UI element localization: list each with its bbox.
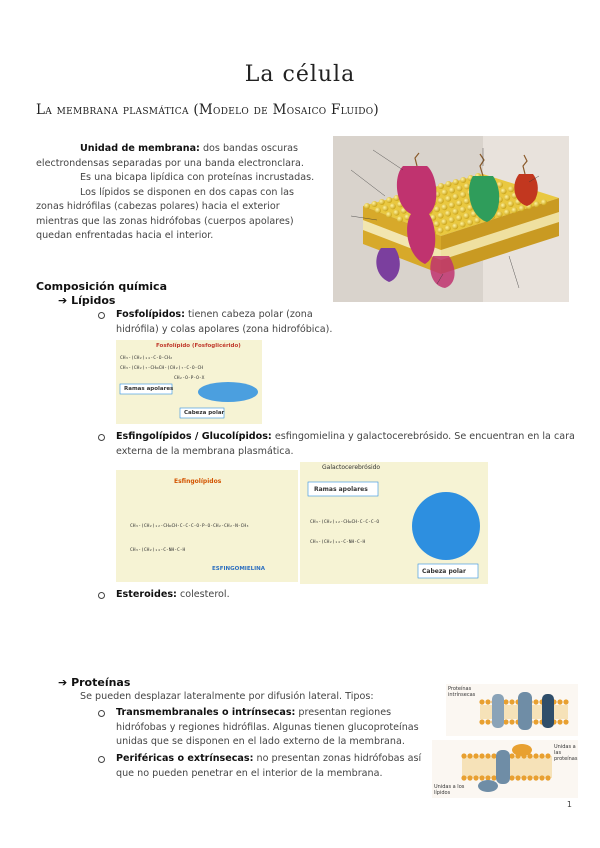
esteroides-item [116,588,230,603]
lipid-head [375,207,381,213]
fosfolipidos-line2: hidrófila) y colas apolares (zona hidrofóbica). [116,323,333,335]
intro-line6: mientras que las zonas hidrófobas (cuerpos apolares) [36,215,294,227]
lipid-head [449,202,455,208]
fosfolipido-cabeza-label: Cabeza polar [184,410,225,416]
lipid-head [456,200,462,206]
galacto-ramas-label: Ramas apolares [314,486,368,493]
lipid-head [379,199,385,205]
section-subtitle: La membrana plasmática (Modelo de Mosaico Fluido) [36,102,379,118]
lipid-head [456,185,462,191]
lipid-head [386,197,392,203]
lipid-head [441,219,447,225]
esfingolipidos-figure [116,470,298,582]
lipid-head [441,204,447,210]
esfingo-formula-line1: CH₃-(CH₂)₁₂-CH=CH-C-C-C-O-P-O-CH₂-CH₂-N-CH₃ [130,524,249,529]
fosfolipido-formula-line3: CH₂-O-P-O-X [174,376,205,381]
lipid-head [501,188,507,194]
intrinsecas-label: Proteínas intrínsecas [448,686,476,698]
intro-line4: Los lípidos se disponen en dos capas con las [80,186,294,198]
lipidos-heading [58,294,115,307]
proteinas-intro: Se pueden desplazar lateralmente por difusión lateral. Tipos: [80,691,374,702]
lipid-head [452,223,458,229]
lipid-head [500,203,506,209]
esteroides-term: Esteroides: [116,589,177,600]
fosfolipidos-item [116,308,356,337]
intro-paragraph [36,142,326,244]
intro-line3: Es una bicapa lipídica con proteínas incrustadas. [80,172,315,183]
page-number: 1 [566,800,572,809]
lipid-head [445,225,451,231]
fosfolipido-figure [116,340,262,424]
lipid-head [508,186,514,192]
lipid-head [364,203,370,209]
perifericas-item [116,752,426,781]
lipid-head [438,213,444,219]
transmembranales-term: Transmembranales o intrínsecas: [116,707,296,718]
composicion-heading: Composición química [36,280,168,293]
intro-line1: dos bandas oscuras [199,143,299,154]
fosfolipido-title: Fosfolípido (Fosfoglicérido) [156,343,241,349]
proteinas-label: Proteínas [71,676,131,689]
transmembranales-line3: unidas que se disponen en el lado externo de la membrana. [116,736,405,747]
intro-line7: quedan enfrentadas hacia el interior. [36,230,214,241]
lipid-head [504,209,510,215]
galacto-cabeza-label: Cabeza polar [422,568,466,575]
galactocerebrosido-figure [300,462,488,584]
lipid-head [445,181,451,187]
lipid-head [371,201,377,207]
lipid-head [438,198,444,204]
lipid-head [442,189,448,195]
esteroides-text: colesterol. [176,589,230,600]
proteinas-intrinsecas-figure [446,684,578,736]
esfingo-formula-line2: CH₃-(CH₂)₁₄-C-NH-C-H [130,548,186,553]
lipid-head [453,194,459,200]
lipid-head [460,207,466,213]
arrow-right-icon: ➔ [58,294,68,307]
esfingolipidos-line1: esfingomielina y galactocerebrósido. Se encuentran en la cara [271,431,575,442]
fosfolipidos-line1: tienen cabeza polar (zona [184,309,313,320]
page-title: La célula [244,62,356,87]
esfingolipidos-item [116,430,576,459]
galactocerebrosido-title: Galactocerebrósido [322,464,381,471]
unidas-proteinas-label: Unidas a las proteínas [554,744,578,762]
esfingolipidos-term: Esfingolípidos / Glucolípidos: [116,431,272,442]
fosfolipido-ramas-label: Ramas apolares [124,386,174,392]
lipid-head [449,217,455,223]
membrane-mosaic-figure [333,136,569,302]
lipid-head [434,206,440,212]
lipid-head [534,201,540,207]
proteinas-perifericas-figure [432,740,578,798]
proteinas-heading [58,676,130,689]
lipid-head [449,187,455,193]
lipid-head [445,211,451,217]
lipid-head [452,209,458,215]
lipid-head [464,198,470,204]
lipid-head [382,205,388,211]
lipid-head [434,221,440,227]
perifericas-term: Periféricas o extrínsecas: [116,753,254,764]
lipid-head [393,210,399,216]
lipid-head [463,213,469,219]
lipid-head [445,196,451,202]
lipid-head [508,201,514,207]
galacto-formula-line1: CH₃-(CH₂)₁₂-CH=CH-C-C-C-O [310,520,380,525]
lipid-head [438,183,444,189]
lipid-head [456,215,462,221]
lipid-head [460,177,466,183]
bullet-circle-icon [98,434,105,441]
lipid-head [467,219,473,225]
lipid-head [474,217,480,223]
lipid-head [453,179,459,185]
fosfolipido-formula-line1: CH₃-(CH₂)₁₄-C-O-CH₂ [120,356,173,361]
lipid-head [437,227,443,233]
transmembranales-line1: presentan regiones [295,707,392,718]
arrow-right-icon: ➔ [58,676,68,689]
lipid-head [519,205,525,211]
lipid-head [464,183,470,189]
lipid-head [397,216,403,222]
unidas-lipidos-label: Unidas a los lípidos [434,784,465,796]
lipid-head [386,212,392,218]
fosfolipido-formula-line2: CH₃-(CH₂)₇-CH=CH-(CH₂)₇-C-O-CH [120,366,203,371]
bullet-circle-icon [98,710,105,717]
lipid-head [504,195,510,201]
bullet-circle-icon [98,592,105,599]
bullet-circle-icon [98,312,105,319]
lipid-head [541,199,547,205]
transmembranales-item [116,706,426,750]
lipid-head [497,211,503,217]
lipid-head [460,221,466,227]
bullet-circle-icon [98,756,105,763]
esfingolipidos-title: Esfingolípidos [174,478,222,485]
lipid-head [390,203,396,209]
perifericas-line1: no presentan zonas hidrófobas así [253,753,422,764]
intro-term: Unidad de membrana: [80,143,200,154]
intro-line2: electrondensas separadas por una banda electronclara. [36,157,304,169]
intro-line5: zonas hidrófilas (cabezas polares) hacia el exterior [36,201,280,212]
lipid-head [511,207,517,213]
membrane-mosaic-illustration [333,136,569,302]
transmembranales-line2: hidrófobas y regiones hidrófilas. Algunas tienen glucoproteínas [116,721,419,733]
perifericas-line2: que no pueden penetrar en el interior de la membrana. [116,767,383,779]
lipidos-label: Lípidos [71,294,116,307]
esfingolipidos-line2: externa de la membrana plasmática. [116,445,294,457]
lipid-head [460,192,466,198]
galacto-formula-line2: CH₃-(CH₂)₁₄-C-NH-C-H [310,540,366,545]
fosfolipidos-term: Fosfolípidos: [116,309,185,320]
esfingomielina-label: ESFINGOMIELINA [212,566,266,572]
